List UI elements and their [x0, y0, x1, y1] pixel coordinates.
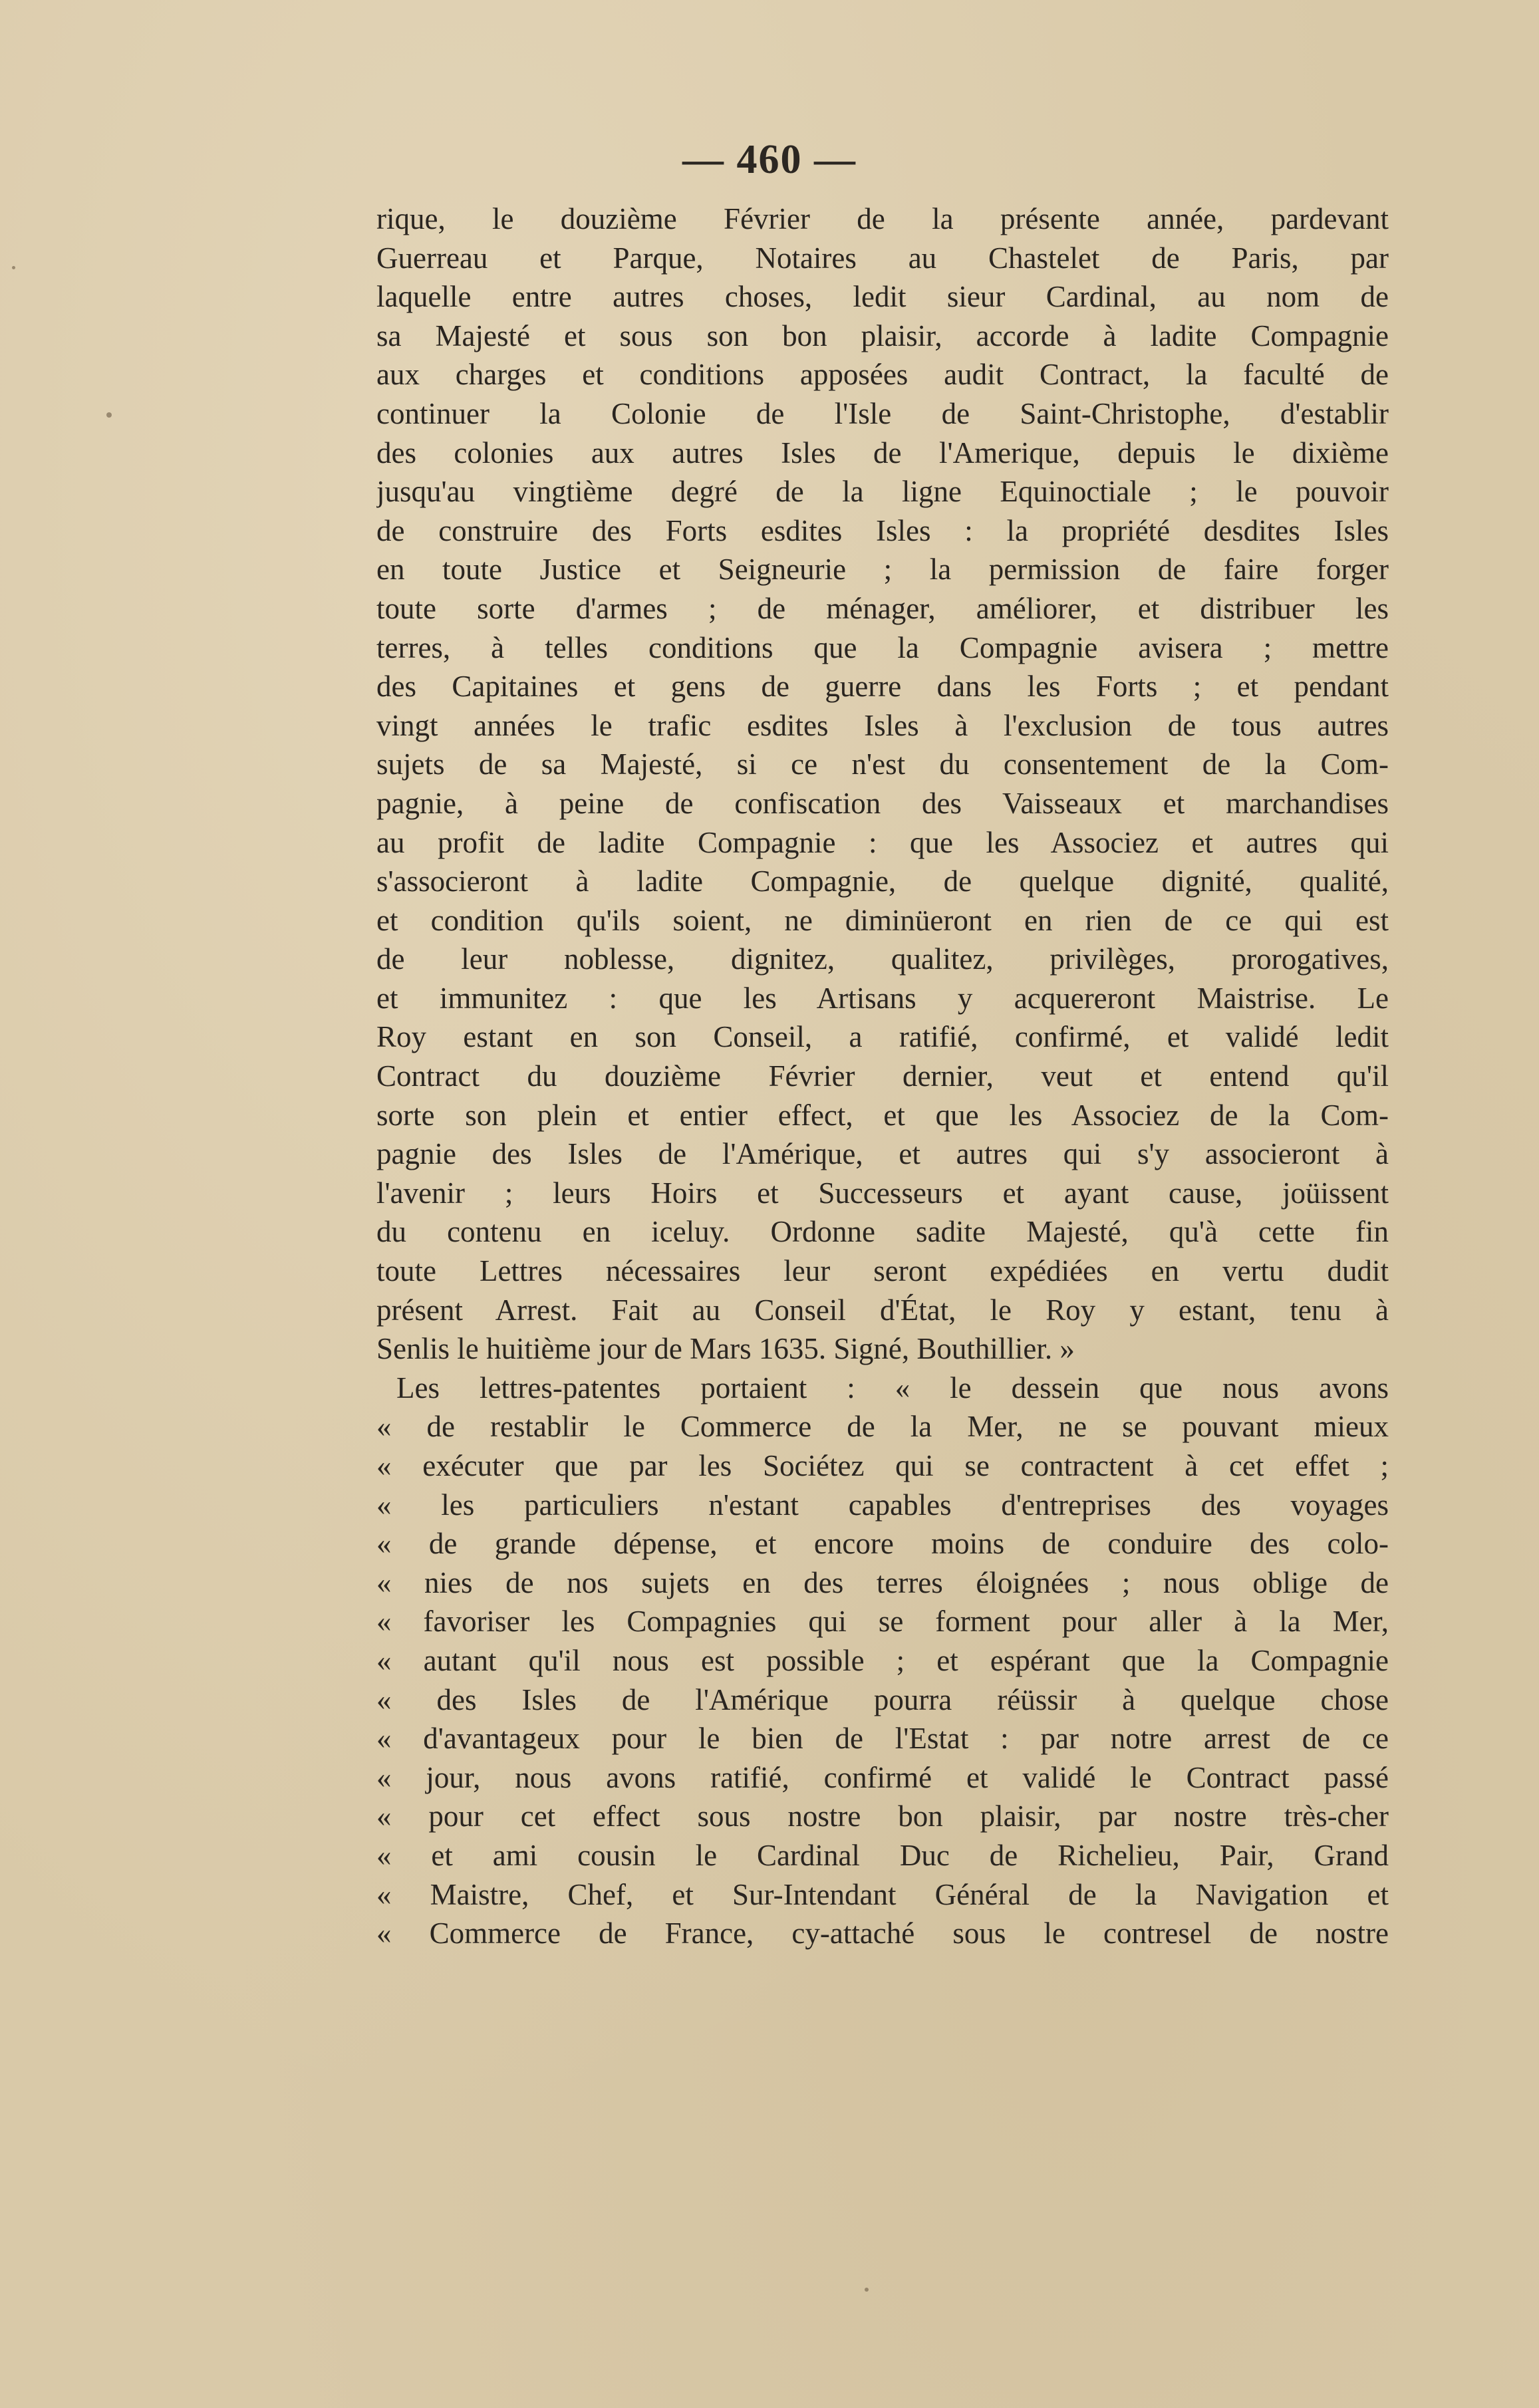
text-line: « et ami cousin le Cardinal Duc de Richelieu, Pair, Grand: [376, 1838, 1389, 1872]
text-line: en toute Justice et Seigneurie ; la permission de faire forger: [376, 553, 1389, 587]
page-number: — 460 —: [682, 137, 857, 182]
text-line: de leur noblesse, dignitez, qualitez, privilèges, prorogatives,: [376, 942, 1389, 976]
text-line: « jour, nous avons ratifié, confirmé et validé le Contract passé: [376, 1760, 1389, 1794]
text-line: « de restablir le Commerce de la Mer, ne se pouvant mieux: [376, 1410, 1389, 1444]
text-line: toute sorte d'armes ; de ménager, améliorer, et distribuer les: [376, 591, 1389, 625]
text-line: et immunitez : que les Artisans y acquereront Maistrise. Le: [376, 981, 1389, 1015]
paper-speck: [106, 412, 112, 418]
text-line: « exécuter que par les Sociétez qui se contractent à cet effet ;: [376, 1449, 1389, 1482]
paper-speck: [12, 266, 15, 269]
text-line: Guerreau et Parque, Notaires au Chastelet de Paris, par: [376, 241, 1389, 275]
text-line: terres, à telles conditions que la Compagnie avisera ; mettre: [376, 630, 1389, 664]
text-line: de construire des Forts esdites Isles : la propriété desdites Isles: [376, 513, 1389, 547]
text-line: l'avenir ; leurs Hoirs et Successeurs et ayant cause, joüissent: [376, 1176, 1389, 1210]
text-line: continuer la Colonie de l'Isle de Saint-Christophe, d'establir: [376, 396, 1389, 430]
text-line: et condition qu'ils soient, ne diminüeront en rien de ce qui est: [376, 903, 1389, 937]
text-line: « pour cet effect sous nostre bon plaisir, par nostre très-cher: [376, 1800, 1389, 1833]
text-line: Roy estant en son Conseil, a ratifié, confirmé, et validé ledit: [376, 1020, 1389, 1054]
text-line: des Capitaines et gens de guerre dans les Forts ; et pendant: [376, 670, 1389, 704]
text-line: toute Lettres nécessaires leur seront expédiées en vertu dudit: [376, 1254, 1389, 1288]
text-line: s'associeront à ladite Compagnie, de quelque dignité, qualité,: [376, 865, 1389, 898]
text-line: « Commerce de France, cy-attaché sous le contresel de nostre: [376, 1917, 1389, 1950]
text-line: rique, le douzième Février de la présente année, pardevant: [376, 202, 1389, 235]
text-line: présent Arrest. Fait au Conseil d'État, le Roy y estant, tenu à: [376, 1293, 1389, 1327]
text-line: sa Majesté et sous son bon plaisir, accorde à ladite Compagnie: [376, 319, 1389, 352]
text-line: Contract du douzième Février dernier, veut et entend qu'il: [376, 1059, 1389, 1093]
text-line: du contenu en iceluy. Ordonne sadite Majesté, qu'à cette fin: [376, 1215, 1389, 1249]
text-line: « nies de nos sujets en des terres éloignées ; nous oblige de: [376, 1565, 1389, 1599]
text-line: « des Isles de l'Amérique pourra réüssir à quelque chose: [376, 1682, 1389, 1716]
text-line: au profit de ladite Compagnie : que les Associez et autres qui: [376, 825, 1389, 859]
text-line: vingt années le trafic esdites Isles à l'exclusion de tous autres: [376, 708, 1389, 742]
text-line: « les particuliers n'estant capables d'entreprises des voyages: [376, 1488, 1389, 1522]
text-line: « d'avantageux pour le bien de l'Estat : par notre arrest de ce: [376, 1722, 1389, 1756]
text-line: sorte son plein et entier effect, et que les Associez de la Com-: [376, 1098, 1389, 1132]
text-line: « favoriser les Compagnies qui se forment pour aller à la Mer,: [376, 1605, 1389, 1639]
text-line: « autant qu'il nous est possible ; et espérant que la Compagnie: [376, 1643, 1389, 1677]
text-line: « Maistre, Chef, et Sur-Intendant Général de la Navigation et: [376, 1877, 1389, 1911]
body-text: [376, 200, 1389, 1953]
text-line: pagnie des Isles de l'Amérique, et autres qui s'y associeront à: [376, 1137, 1389, 1171]
text-line: des colonies aux autres Isles de l'Amerique, depuis le dixième: [376, 436, 1389, 469]
text-line: sujets de sa Majesté, si ce n'est du consentement de la Com-: [376, 747, 1389, 781]
text-line: laquelle entre autres choses, ledit sieur Cardinal, au nom de: [376, 280, 1389, 314]
text-line: aux charges et conditions apposées audit Contract, la faculté de: [376, 358, 1389, 392]
text-line: jusqu'au vingtième degré de la ligne Equinoctiale ; le pouvoir: [376, 475, 1389, 509]
text-line: Senlis le huitième jour de Mars 1635. Signé, Bouthillier. »: [376, 1332, 1075, 1366]
paper-speck: [865, 2288, 869, 2292]
text-line: pagnie, à peine de confiscation des Vaisseaux et marchandises: [376, 786, 1389, 820]
text-line: Les lettres-patentes portaient : « le dessein que nous avons: [396, 1371, 1389, 1405]
text-line: « de grande dépense, et encore moins de conduire des colo-: [376, 1527, 1389, 1561]
